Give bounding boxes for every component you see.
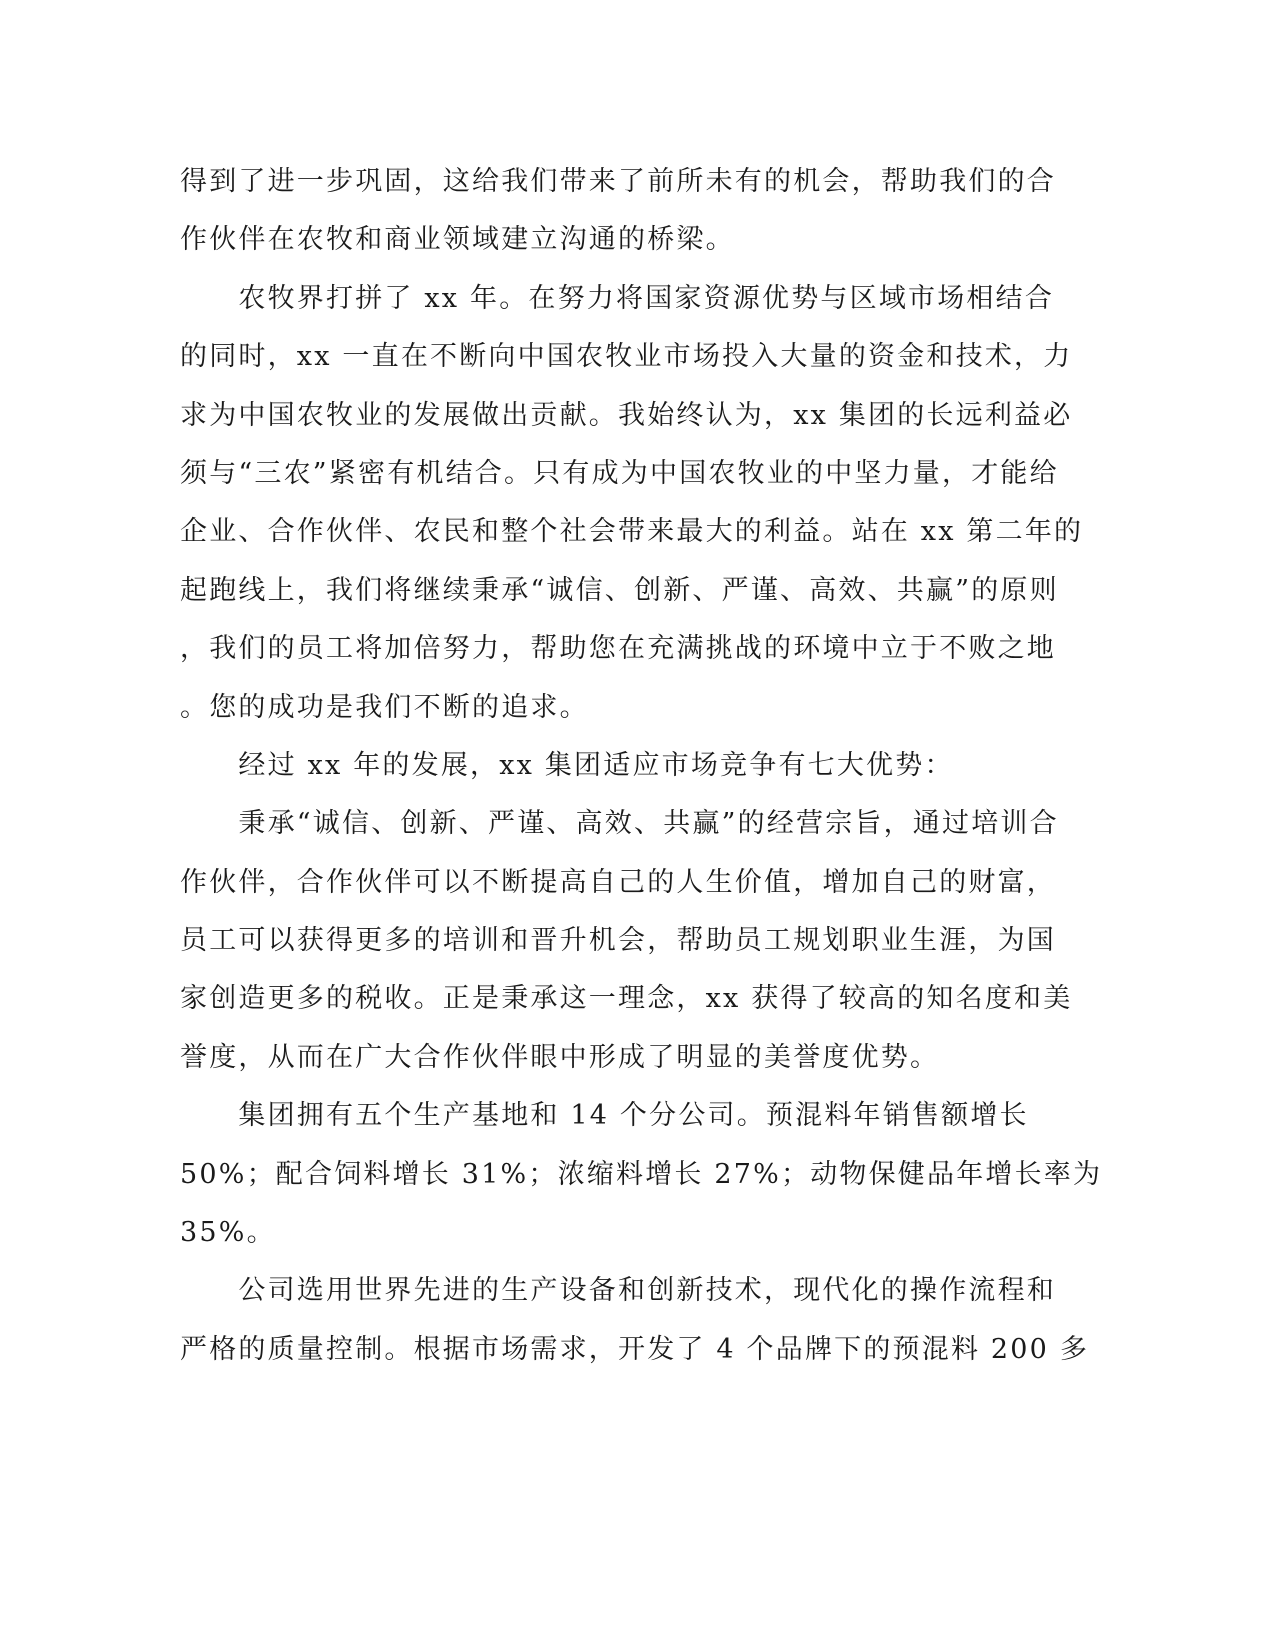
text-line: 公司选用世界先进的生产设备和创新技术，现代化的操作流程和 — [180, 1275, 1056, 1307]
text-line: 得到了进一步巩固，这给我们带来了前所未有的机会，帮助我们的合 — [180, 166, 1056, 197]
text-line: 35%。 — [180, 1217, 276, 1249]
text-line: 。您的成功是我们不断的追求。 — [180, 691, 589, 723]
text-line: 家创造更多的税收。正是秉承这一理念，xx 获得了较高的知名度和美 — [180, 983, 1073, 1015]
text-line: 的同时，xx 一直在不断向中国农牧业市场投入大量的资金和技术，力 — [180, 341, 1073, 373]
text-line: 集团拥有五个生产基地和 14 个分公司。预混料年销售额增长 — [180, 1100, 1029, 1132]
text-line: 誉度，从而在广大合作伙伴眼中形成了明显的美誉度优势。 — [180, 1041, 940, 1073]
text-line: 企业、合作伙伴、农民和整个社会带来最大的利益。站在 xx 第二年的 — [180, 516, 1084, 548]
text-line: ，我们的员工将加倍努力，帮助您在充满挑战的环境中立于不败之地 — [180, 633, 1056, 665]
document-body — [180, 153, 1103, 1379]
text-line: 50%；配合饲料增长 31%；浓缩料增长 27%；动物保健品年增长率为 — [180, 1158, 1103, 1190]
text-line: 农牧界打拼了 xx 年。在努力将国家资源优势与区域市场相结合 — [180, 282, 1055, 314]
text-line: 须与“三农”紧密有机结合。只有成为中国农牧业的中坚力量，才能给 — [180, 457, 1059, 489]
text-line: 秉承“诚信、创新、严谨、高效、共赢”的经营宗旨，通过培训合 — [180, 808, 1059, 840]
text-line: 员工可以获得更多的培训和晋升机会，帮助员工规划职业生涯，为国 — [180, 925, 1056, 957]
text-line: 作伙伴在农牧和商业领域建立沟通的桥梁。 — [180, 224, 735, 256]
text-line: 起跑线上，我们将继续秉承“诚信、创新、严谨、高效、共赢”的原则 — [180, 574, 1059, 606]
text-line: 求为中国农牧业的发展做出贡献。我始终认为，xx 集团的长远利益必 — [180, 399, 1073, 431]
text-line: 经过 xx 年的发展，xx 集团适应市场竞争有七大优势： — [180, 749, 954, 781]
text-line: 严格的质量控制。根据市场需求，开发了 4 个品牌下的预混料 200 多 — [180, 1333, 1090, 1365]
text-line: 作伙伴，合作伙伴可以不断提高自己的人生价值，增加自己的财富， — [180, 866, 1056, 898]
